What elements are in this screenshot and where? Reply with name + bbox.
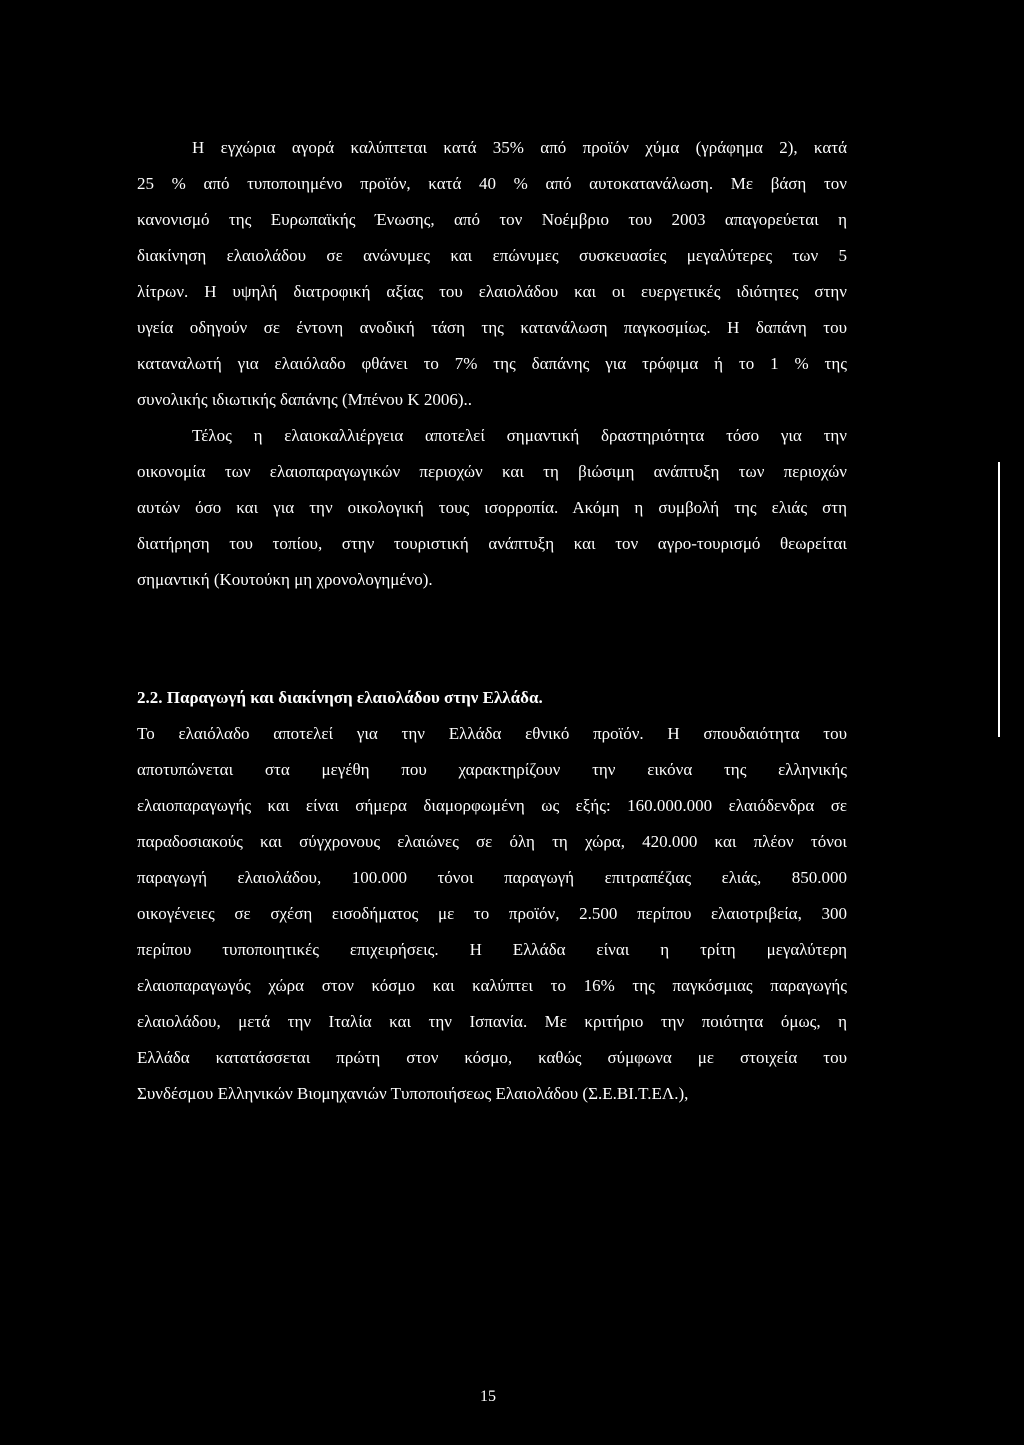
paragraph-2-line-2: οικονομία των ελαιοπαραγωγικών περιοχών και τη βιώσιμη ανάπτυξη των περιοχών bbox=[137, 462, 847, 481]
paragraph-3-line-5: παραγωγή ελαιολάδου, 100.000 τόνοι παραγωγή επιτραπέζιας ελιάς, 850.000 bbox=[137, 868, 847, 887]
paragraph-3-line-6: οικογένειες σε σχέση εισοδήματος με το προϊόν, 2.500 περίπου ελαιοτριβεία, 300 bbox=[137, 904, 847, 923]
paragraph-1-line-7: καταναλωτή για ελαιόλαδο φθάνει το 7% της δαπάνης για τρόφιμα ή το 1 % της bbox=[137, 354, 847, 373]
paragraph-1-line-3: κανονισμό της Ευρωπαϊκής Ένωσης, από τον Νοέμβριο του 2003 απαγορεύεται η bbox=[137, 210, 847, 229]
paragraph-1-line-2: 25 % από τυποποιημένο προϊόν, κατά 40 % από αυτοκατανάλωση. Με βάση τον bbox=[137, 174, 847, 193]
paragraph-1-line-8: συνολικής ιδιωτικής δαπάνης (Μπένου Κ 2006).. bbox=[137, 390, 473, 409]
paragraph-3-line-8: ελαιοπαραγωγός χώρα στον κόσμο και καλύπτει το 16% της παγκόσμιας παραγωγής bbox=[137, 976, 847, 995]
paragraph-3-line-2: αποτυπώνεται στα μεγέθη που χαρακτηρίζουν την εικόνα της ελληνικής bbox=[137, 760, 847, 779]
paragraph-1-line-5: λίτρων. Η υψηλή διατροφική αξίας του ελαιολάδου και οι ευεργετικές ιδιότητες στην bbox=[137, 282, 847, 301]
paragraph-3-line-3: ελαιοπαραγωγής και είναι σήμερα διαμορφωμένη ως εξής: 160.000.000 ελαιόδενδρα σε bbox=[137, 796, 847, 815]
paragraph-1-line-4: διακίνηση ελαιολάδου σε ανώνυμες και επώνυμες συσκευασίες μεγαλύτερες των 5 bbox=[137, 246, 847, 265]
paragraph-1-line-1: Η εγχώρια αγορά καλύπτεται κατά 35% από προϊόν χύμα (γράφημα 2), κατά bbox=[192, 138, 847, 157]
paragraph-3-line-4: παραδοσιακούς και σύγχρονους ελαιώνες σε όλη τη χώρα, 420.000 και πλέον τόνοι bbox=[137, 832, 847, 851]
paragraph-3-line-10: Ελλάδα κατατάσσεται πρώτη στον κόσμο, καθώς σύμφωνα με στοιχεία του bbox=[137, 1048, 847, 1067]
paragraph-3-line-1: Το ελαιόλαδο αποτελεί για την Ελλάδα εθνικό προϊόν. Η σπουδαιότητα του bbox=[137, 724, 847, 743]
paragraph-1-line-6: υγεία οδηγούν σε έντονη ανοδική τάση της κατανάλωση παγκοσμίως. Η δαπάνη του bbox=[137, 318, 847, 337]
paragraph-3-line-11: Συνδέσμου Ελληνικών Βιομηχανιών Τυποποιήσεως Ελαιολάδου (Σ.Ε.ΒΙ.Τ.ΕΛ.), bbox=[137, 1084, 689, 1103]
section-heading: 2.2. Παραγωγή και διακίνηση ελαιολάδου στην Ελλάδα. bbox=[137, 688, 543, 707]
paragraph-3-line-9: ελαιολάδου, μετά την Ιταλία και την Ισπανία. Με κριτήριο την ποιότητα όμως, η bbox=[137, 1012, 847, 1031]
margin-line bbox=[998, 462, 1000, 737]
paragraph-3-line-7: περίπου τυποποιητικές επιχειρήσεις. Η Ελλάδα είναι η τρίτη μεγαλύτερη bbox=[137, 940, 847, 959]
paragraph-2-line-3: αυτών όσο και για την οικολογική τους ισορροπία. Ακόμη η συμβολή της ελιάς στη bbox=[137, 498, 847, 517]
page-number: 15 bbox=[480, 1388, 496, 1405]
paragraph-2-line-5: σημαντική (Κουτούκη μη χρονολογημένο). bbox=[137, 570, 433, 589]
paragraph-2-line-4: διατήρηση του τοπίου, στην τουριστική ανάπτυξη και τον αγρο-τουρισμό θεωρείται bbox=[137, 534, 847, 553]
paragraph-2-line-1: Τέλος η ελαιοκαλλιέργεια αποτελεί σημαντική δραστηριότητα τόσο για την bbox=[192, 426, 847, 445]
